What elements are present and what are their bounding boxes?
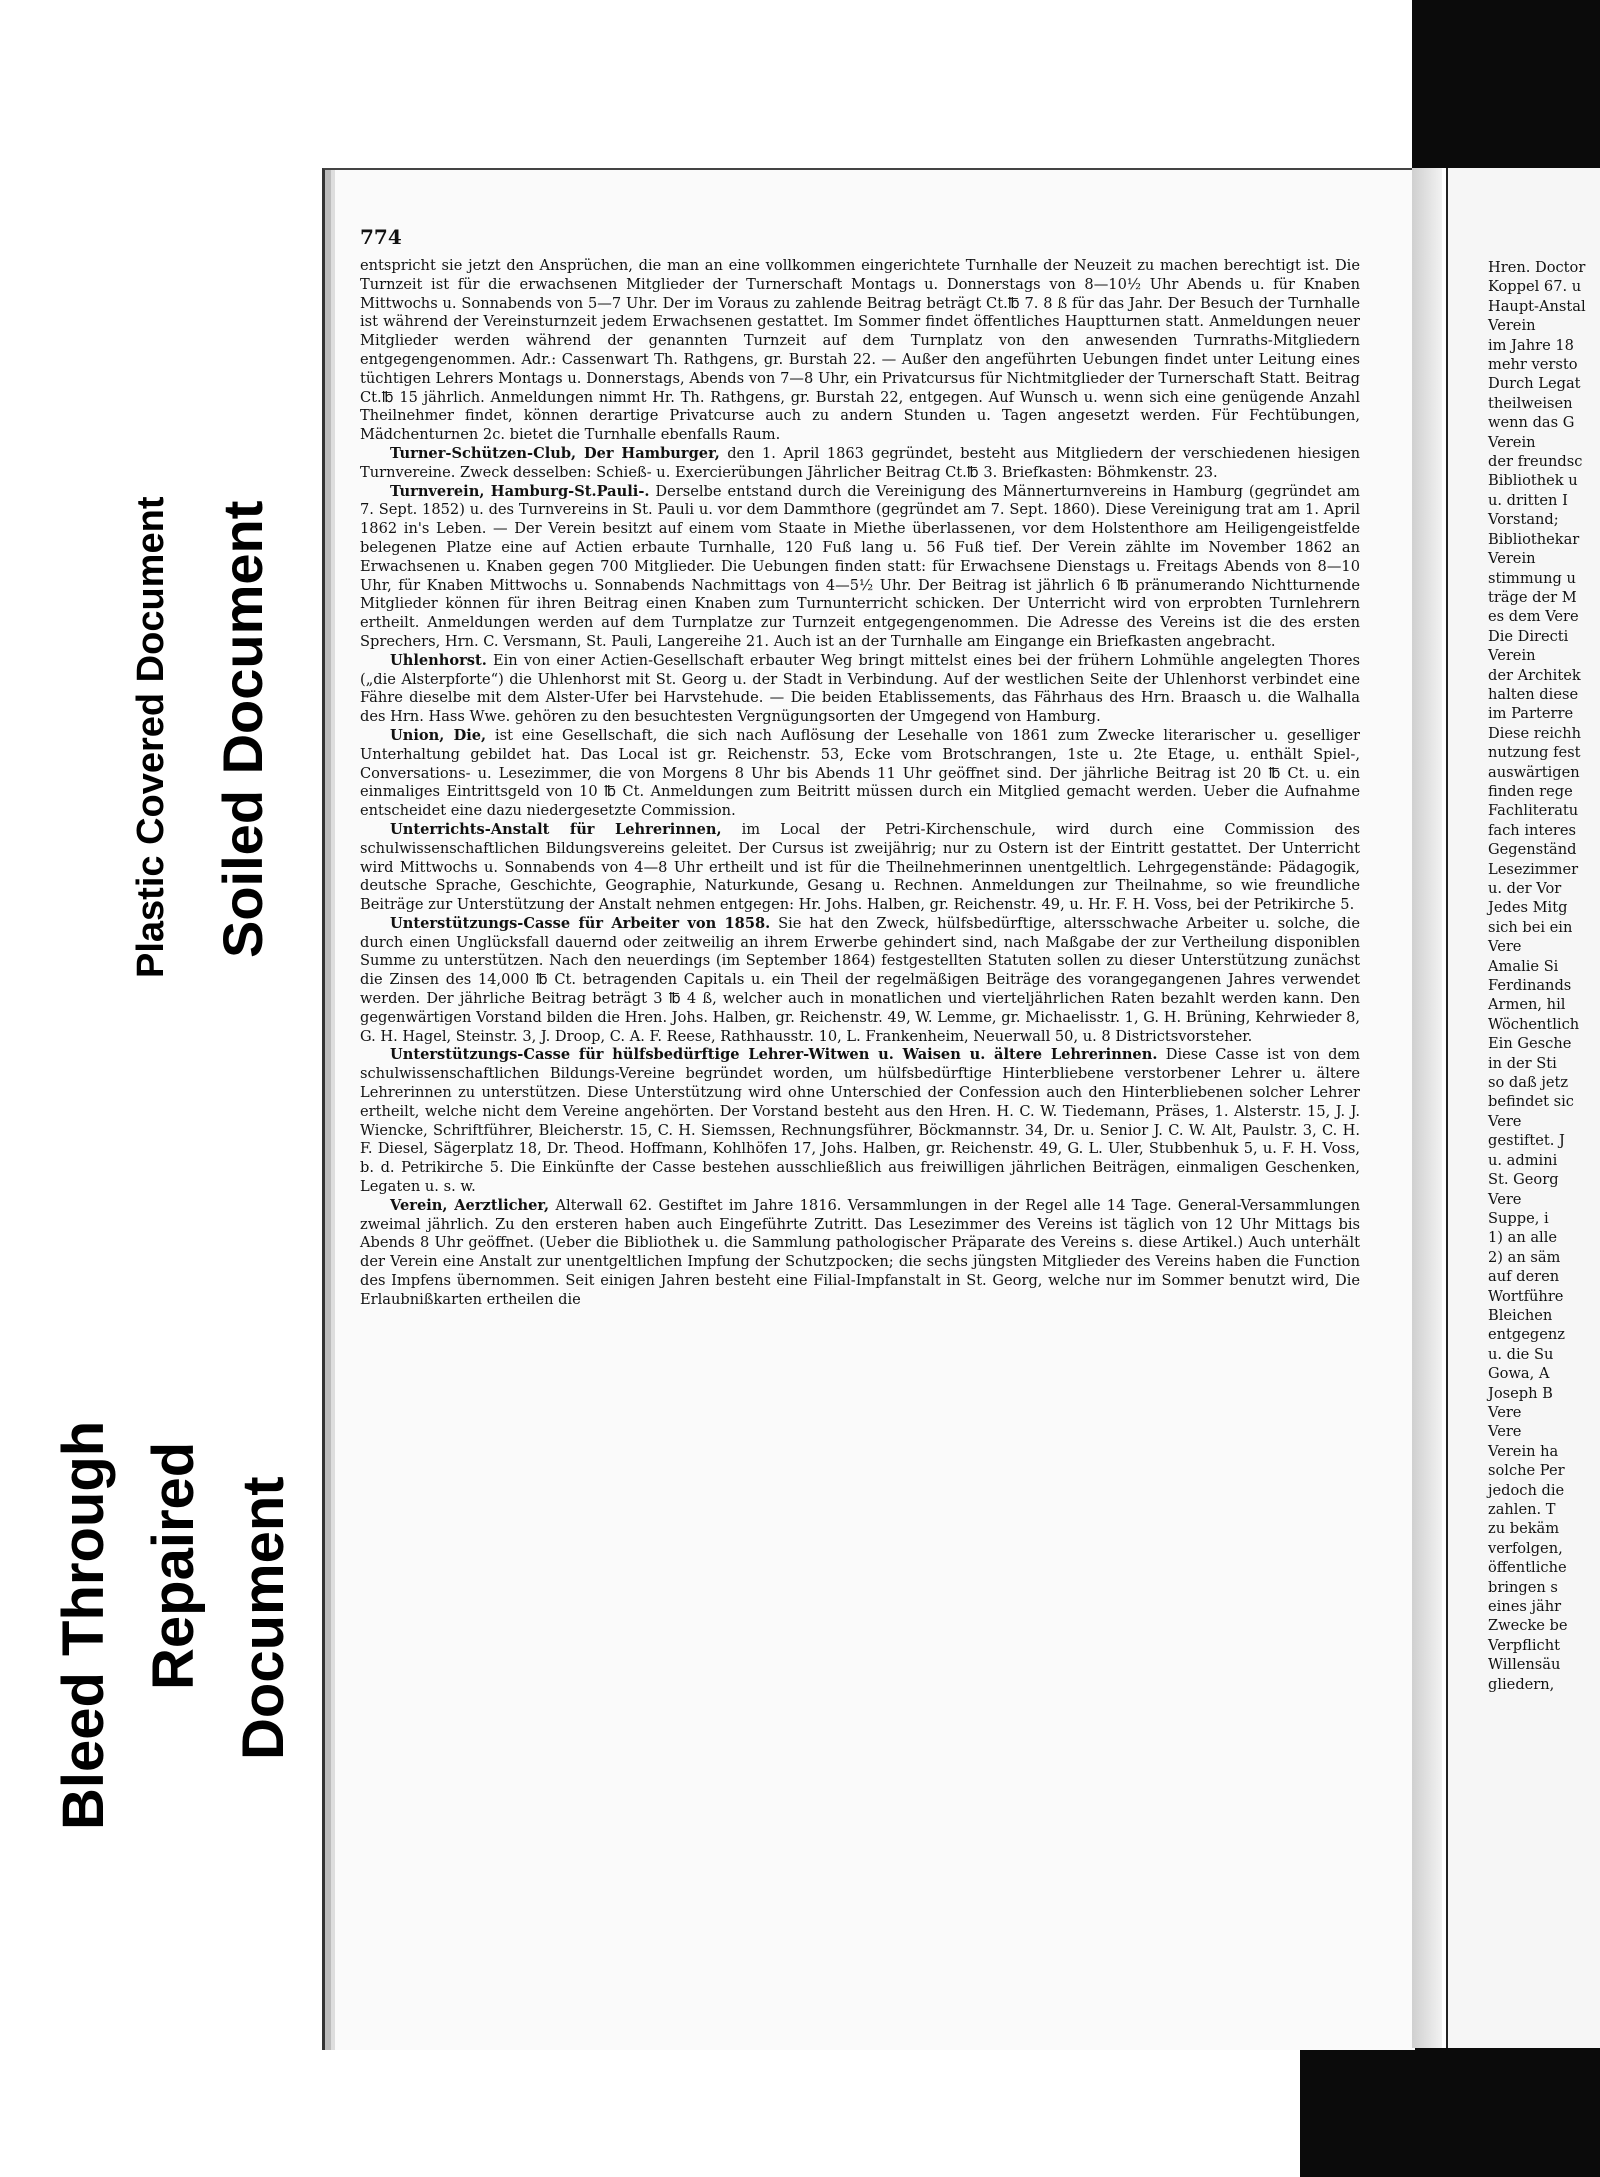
next-page-line: wenn das G [1488, 414, 1575, 432]
next-page-line: Haupt-Anstal [1488, 297, 1586, 315]
next-page-line: Verpflicht [1488, 1636, 1560, 1654]
paragraph [360, 1197, 1360, 1310]
page-content [360, 225, 1360, 1310]
paragraph-text: ist eine Gesellschaft, die sich nach Auflösung der Lesehalle von 1861 zum Zwecke literarischer u. geselliger Unterhaltung gebildet hat. Das Local ist gr. Reichenstr. 53, Ecke vom Brotschrangen, 1ste u. 2te Etage, u. enthält Spiel-, Conversations- u. Lesezimmer, die von Morgens 8 Uhr bis Abends 11 Uhr geöffnet sind. Der jährliche Beitrag ist 20 ℔ Ct. u. ein einmaliges Eintrittsgeld von 10 ℔ Ct. Anmeldungen zum Beitritt müssen durch ein Mitglied gemacht werden. Ueber die Aufnahme entscheidet eine dazu niedergesetzte Commission. [360, 726, 1361, 820]
label-plastic-covered: Plastic Covered Document [130, 496, 172, 978]
next-page-line: Diese reichh [1488, 724, 1582, 742]
next-page-line: Vere [1488, 938, 1522, 956]
next-page-line: Koppel 67. u [1488, 278, 1582, 296]
next-page-line: im Jahre 18 [1488, 336, 1574, 354]
paragraph-heading: Union, Die, [390, 726, 487, 744]
paragraph-text: Diese Casse ist von dem schulwissenschaftlichen Bildungs-Vereine begründet worden, um hülfsbedürftige Hinterbliebene verstorbener Lehrer u. ältere Lehrerinnen zu unterstützen. Diese Unterstützung wird ohne Unterschied der Confession auch den Hinterbliebenen solcher Lehrer ertheilt, welche nicht dem Vereine angehörten. Der Vorstand besteht aus den Hren. H. C. W. Tiedemann, Präses, 1. Alsterstr. 15, J. J. Wiencke, Schriftführer, Bleicherstr. 15, C. H. Siemssen, Rechnungsführer, Böckmannstr. 34, Dr. u. Senior J. C. W. Alt, Paulstr. 3, C. H. F. Diesel, Sägerplatz 18, Dr. Theod. Hoffmann, Kohlhöfen 17, Johs. Halben, gr. Reichenstr. 49, G. L. Uler, Stubbenhuk 5, u. F. H. Voss, b. d. Petrikirche 5. Die Einkünfte der Casse bestehen ausschließlich aus freiwilligen jährlichen Beiträgen, einmaligen Geschenken, Legaten u. s. w. [360, 1046, 1360, 1196]
next-page-line: Ferdinands [1488, 977, 1572, 995]
next-page-line: Vere [1488, 1190, 1522, 1208]
paragraph-heading: Unterstützungs-Casse für Arbeiter von 1858. [390, 914, 771, 932]
next-page-line: Gegenständ [1488, 841, 1577, 859]
next-page-line: der freundsc [1488, 453, 1583, 471]
next-page-line: Verein [1488, 550, 1536, 568]
next-page-line: solche Per [1488, 1462, 1565, 1480]
next-page-line: so daß jetz [1488, 1074, 1569, 1092]
next-page-line: u. admini [1488, 1151, 1558, 1169]
next-page-line: gestiftet. J [1488, 1132, 1565, 1150]
paragraph-heading: Turnverein, Hamburg-St.Pauli-. [390, 482, 650, 500]
paragraph-text: Derselbe entstand durch die Vereinigung des Männerturnvereins in Hamburg (gegründet am 7. Sept. 1852) u. des Turnvereins in St. Pauli u. vor dem Dammthore (gegründet am 7. Sept. 1860). Diese Vereinigung trat am 1. April 1862 in's Leben. — Der Verein besitzt auf einem vom Staate in Miethe überlassenen, vor dem Holstenthore am Heiligengeistfelde belegenen Platze eine auf Actien erbaute Turnhalle, 120 Fuß lang u. 56 Fuß tief. Der Verein zählte im November 1862 an Erwachsenen u. Knaben gegen 700 Mitglieder. Die Uebungen finden statt: für Erwachsene Dienstags u. Freitags Abends von 8—10 Uhr, für Knaben Mittwochs u. Sonnabends Nachmittags von 4—5½ Uhr. Der Beitrag ist jährlich 6 ℔ pränumerando Nichtturnende Mitglieder können für ihren Beitrag einen Knaben zum Turnunterricht schicken. Der Unterricht wird von erprobten Turnlehrern ertheilt. Anmeldungen werden auf dem Turnplatze zur Turnzeit entgegengenommen. Die Adresse des Vereins ist die des ersten Sprechers, Hrn. C. Versmann, St. Pauli, Langereihe 21. Auch ist an der Turnhalle am Eingange ein Briefkasten angebracht. [360, 482, 1361, 650]
next-page-line: Wöchentlich [1488, 1015, 1580, 1033]
paragraph-heading: Unterrichts-Anstalt für Lehrerinnen, [390, 820, 722, 838]
label-soiled: Soiled Document [211, 500, 274, 958]
next-page-line: verfolgen, [1488, 1539, 1563, 1557]
next-page-line: Armen, hil [1488, 996, 1566, 1014]
next-page-line: 1) an alle [1488, 1229, 1558, 1247]
next-page-line: theilweisen [1488, 394, 1573, 412]
next-page-line: u. die Su [1488, 1345, 1554, 1363]
next-page-line: Verein ha [1488, 1442, 1559, 1460]
paragraph [360, 1046, 1360, 1196]
next-page-line: bringen s [1488, 1578, 1558, 1596]
next-page-lines [1488, 258, 1600, 1694]
next-page-line: fach interes [1488, 821, 1576, 839]
page-number: 774 [360, 225, 402, 249]
paragraph [360, 821, 1360, 915]
label-card-plastic-soiled [100, 388, 328, 1008]
paragraph-text: den 1. April 1863 gegründet, besteht aus Mitgliedern der verschiedenen hiesigen Turnvereine. Zweck desselben: Schieß- u. Exercierübungen Jährlicher Beitrag Ct.℔ 3. Briefkasten: Böhmkenstr. 23. [360, 444, 1361, 481]
next-page-line: Vorstand; [1488, 511, 1559, 529]
next-page-line: Wortführe [1488, 1287, 1564, 1305]
next-page-line: Vere [1488, 1423, 1522, 1441]
paragraph-heading: Verein, Aerztlicher, [390, 1196, 550, 1214]
next-page-line: Die Directi [1488, 627, 1569, 645]
next-page-line: der Architek [1488, 666, 1581, 684]
next-page-line: halten diese [1488, 685, 1579, 703]
next-page-line: Verein [1488, 647, 1536, 665]
next-page-line: Verein [1488, 433, 1536, 451]
paragraph [360, 483, 1360, 652]
next-page-line: jedoch die [1488, 1481, 1565, 1499]
next-page-line: Joseph B [1488, 1384, 1553, 1402]
next-page-line: zahlen. T [1488, 1501, 1556, 1518]
next-page-line: Bibliothek u [1488, 472, 1578, 490]
label-document: Document [231, 1476, 296, 1760]
book-gutter [1412, 168, 1442, 2048]
paragraph-text: im Local der Petri-Kirchenschule, wird durch eine Commission des schulwissenschaftlichen Bildungsvereins geleitet. Der Cursus ist zweijährig; nur zu Ostern ist der Eintritt gestattet. Der Unterricht wird Mittwochs u. Sonnabends von 4—8 Uhr ertheilt und ist für die Theilnehmerinnen unentgeltlich. Lehrgegenstände: Pädagogik, deutsche Sprache, Geschichte, Geographie, Naturkunde, Gesang u. Rechnen. Anmeldungen zur Theilnahme, so wie freundliche Beiträge zur Unterstützung der Anstalt nehmen entgegen: Hr. Johs. Halben, gr. Reichenstr. 49, u. Hr. F. H. Voss, bei der Petrikirche 5. [360, 820, 1360, 914]
next-page-line: öffentliche [1488, 1559, 1567, 1577]
next-page-line: eines jähr [1488, 1598, 1562, 1616]
scanner-shadow-bottom [1300, 2048, 1600, 2177]
next-page-line: im Parterre [1488, 705, 1574, 723]
next-page-line: u. dritten I [1488, 491, 1568, 509]
next-page-line: Lesezimmer [1488, 860, 1579, 878]
label-bleed-through: Bleed Through [51, 1420, 116, 1830]
book-page [322, 168, 1415, 2050]
next-page-line: Verein [1488, 317, 1536, 335]
paragraph [360, 727, 1360, 821]
next-page-line: Zwecke be [1488, 1617, 1568, 1635]
scanner-shadow-top [1412, 0, 1600, 168]
next-page-line: Vere [1488, 1112, 1522, 1130]
next-page-line: befindet sic [1488, 1093, 1574, 1111]
paragraph-text: Ein von einer Actien-Gesellschaft erbauter Weg bringt mittelst eines bei der frühern Lohmühle angelegten Thores („die Alsterpforte“) die Uhlenhorst mit St. Georg u. der Stadt in Verbindung. Auf der westlichen Seite der Uhlenhorst verbindet eine Fähre dieselbe mit dem Alster-Ufer bei Harvstehude. — Die beiden Etablissements, das Fährhaus des Hrn. Braasch u. die Walhalla des Hrn. Hass Wwe. gehören zu den besuchtesten Vergnügungsorten der Umgegend von Hamburg. [360, 651, 1360, 726]
paragraph-heading: Turner-Schützen-Club, Der Hamburger, [390, 444, 720, 462]
next-page-line: stimmung u [1488, 569, 1576, 587]
paragraph [360, 257, 1360, 445]
next-page-line: auswärtigen [1488, 763, 1580, 781]
next-page-line: 2) an säm [1488, 1248, 1561, 1266]
paragraph-heading: Uhlenhorst. [390, 651, 487, 669]
next-page-line: Suppe, i [1488, 1209, 1549, 1227]
next-page-line: Hren. Doctor [1488, 259, 1586, 276]
next-page-line: sich bei ein [1488, 918, 1573, 936]
next-page-line: finden rege [1488, 782, 1573, 800]
paragraph [360, 915, 1360, 1047]
next-page-line: gliedern, [1488, 1675, 1555, 1693]
paragraph-text: entspricht sie jetzt den Ansprüchen, die man an eine vollkommen eingerichtete Turnhalle der Neuzeit zu machen berechtigt ist. Die Turnzeit ist für die erwachsenen Mitglieder der Turnerschaft Montags u. Donnerstags von 8—10½ Uhr Abends u. für Knaben Mittwochs u. Sonnabends von 5—7 Uhr. Der im Voraus zu zahlende Beitrag beträgt Ct.℔ 7. 8 ß für das Jahr. Der Besuch der Turnhalle ist während der Vereinsturnzeit jedem Erwachsenen gestattet. Im Sommer findet öffentliches Hauptturnen statt. Anmeldungen neuer Mitglieder werden während der genannten Turnzeit auf dem Turnplatz von den anwesenden Turnraths-Mitgliedern entgegengenommen. Adr.: Cassenwart Th. Rathgens, gr. Burstah 22. — Außer den angeführten Uebungen findet unter Leitung eines tüchtigen Lehrers Montags u. Donnerstags, Abends von 7—8 Uhr, ein Privatcursus für Nichtmitglieder der Turnerschaft Statt. Beitrag Ct.℔ 15 jährlich. Anmeldungen nimmt Hr. Th. Rathgens, gr. Burstah 22, entgegen. Auf Wunsch u. wenn sich eine genügende Anzahl Theilnehmer findet, können derartige Privatcurse auch zu andern Stunden u. Tagen angesetzt werden. Für Fechtübungen, Mädchenturnen 2c. bietet die Turnhalle ebenfalls Raum. [360, 257, 1360, 444]
paragraph [360, 652, 1360, 727]
next-page-line: Durch Legat [1488, 375, 1581, 393]
next-page-line: Jedes Mitg [1488, 899, 1568, 917]
next-page-line: mehr versto [1488, 356, 1578, 374]
label-repaired: Repaired [141, 1441, 206, 1690]
next-page-line: Fachliteratu [1488, 802, 1579, 820]
next-page-line: zu bekäm [1488, 1520, 1560, 1538]
paragraph [360, 445, 1360, 483]
next-page-line: entgegenz [1488, 1326, 1565, 1344]
next-page-line: träge der M [1488, 588, 1577, 606]
next-page-line: Bleichen [1488, 1306, 1553, 1324]
next-page-line: Amalie Si [1488, 957, 1559, 975]
next-page-line: Bibliothekar [1488, 530, 1580, 548]
paragraph-text: Alterwall 62. Gestiftet im Jahre 1816. Versammlungen in der Regel alle 14 Tage. General-Versammlungen zweimal jährlich. Zu den ersteren haben auch Eingeführte Zutritt. Das Lesezimmer des Vereins ist täglich von 12 Uhr Mittags bis Abends 8 Uhr geöffnet. (Ueber die Bibliothek u. die Sammlung pathologischer Präparate des Vereins s. diese Artikel.) Auch unterhält der Verein eine Anstalt zur unentgeltlichen Impfung der Schutzpocken; die sechs jüngsten Mitglieder des Vereins haben die Function des Impfens übernommen. Seit einigen Jahren besteht eine Filial-Impfanstalt in St. Georg, welche nur im Sommer benutzt wird, Die Erlaubnißkarten ertheilen die [360, 1196, 1360, 1308]
next-page-line: u. der Vor [1488, 880, 1562, 897]
next-page-line: St. Georg [1488, 1171, 1559, 1189]
next-page-line: nutzung fest [1488, 744, 1581, 762]
next-page-line: es dem Vere [1488, 608, 1579, 626]
paragraph-heading: Unterstützungs-Casse für hülfsbedürftige Lehrer-Witwen u. Waisen u. ältere Lehrerinnen. [390, 1046, 1158, 1064]
label-card-bleed-repaired [30, 1240, 320, 1860]
next-page-line: auf deren [1488, 1268, 1560, 1286]
next-page-line: Gowa, A [1488, 1365, 1550, 1383]
next-page-line: Vere [1488, 1403, 1522, 1421]
next-page-line: Ein Gesche [1488, 1035, 1572, 1053]
next-page-line: Willensäu [1488, 1656, 1561, 1674]
paragraph-text: Sie hat den Zweck, hülfsbedürftige, altersschwache Arbeiter u. solche, die durch einen Unglücksfall dauernd oder zeitweilig an ihrem Erwerbe gehindert sind, nach Maßgabe der zur Vertheilung disponiblen Summe zu unterstützen. Nach den neuerdings (im September 1864) festgestellten Statuten sollen zu dieser Unterstützung zunächst die Zinsen des 14,000 ℔ Ct. betragenden Capitals u. ein Theil der regelmäßigen Beiträge des vorangegangenen Jahres verwendet werden. Der jährliche Beitrag beträgt 3 ℔ 4 ß, welcher auch in monatlichen und vierteljährlichen Raten bezahlt werden kann. Den gegenwärtigen Vorstand bilden die Hren. Johs. Halben, gr. Reichenstr. 49, W. Lemme, gr. Michaelisstr. 1, G. H. Brüning, Kehrwieder 8, G. H. Hagel, Steinstr. 3, J. Droop, C. A. F. Reese, Rathhausstr. 10, L. Frankenheim, Neuerwall 50, u. 8 Districtsvorsteher. [360, 914, 1360, 1045]
next-page-fragment [1446, 168, 1600, 2048]
next-page-line: in der Sti [1488, 1054, 1557, 1072]
